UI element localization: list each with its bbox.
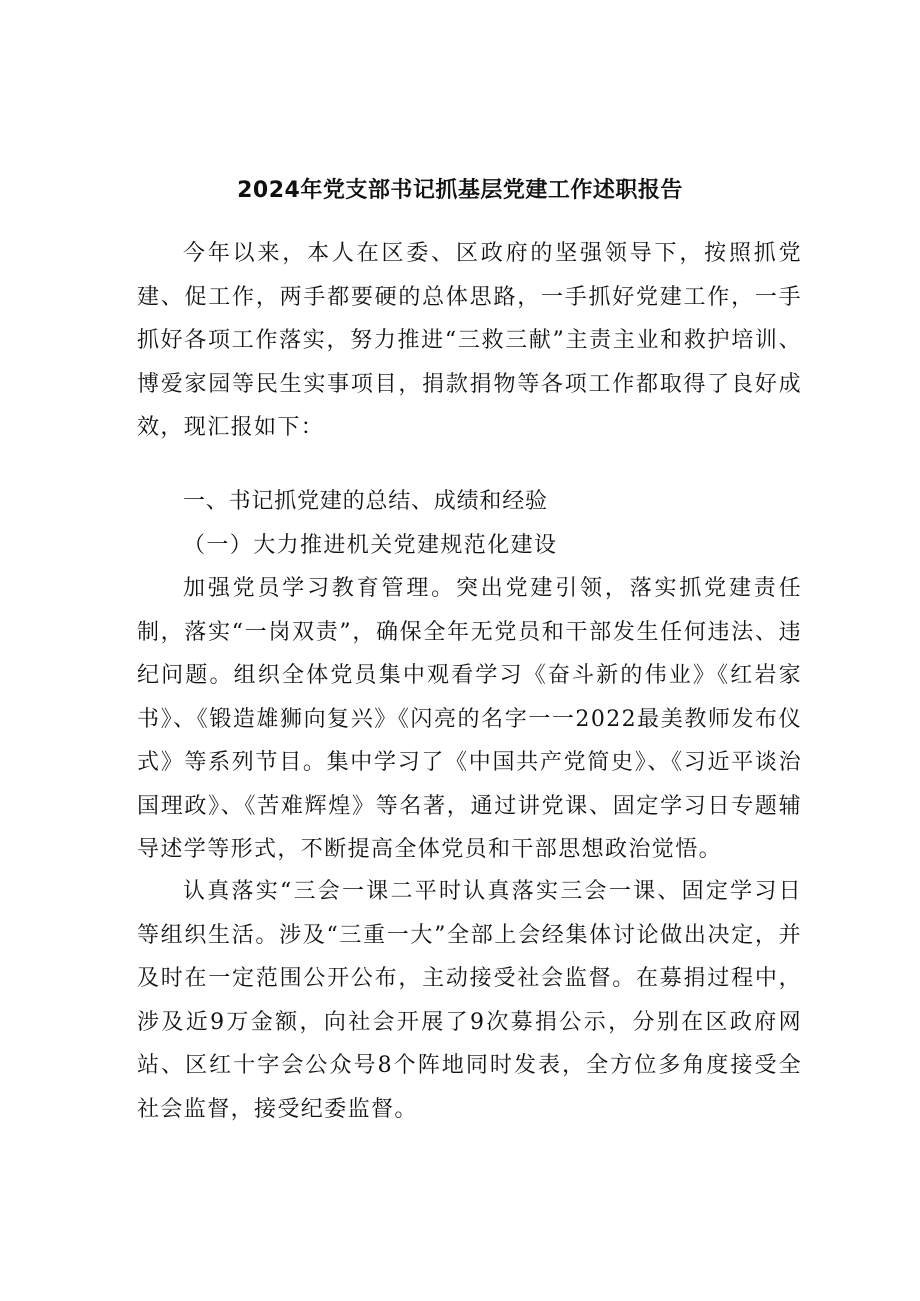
body-paragraph-study: 加强党员学习教育管理。突出党建引领，落实抓党建责任制，落实“一岗双责”，确保全年无党员和干部发生任何违法、违纪问题。组织全体党员集中观看学习《奋斗新的伟业》《红岩家书》、《锻造雄狮向复兴》《闪亮的名字一一2022最美教师发布仪式》等系列节目。集中学习了《中国共产党简史》、《习近平谈治国理政》、《苦难辉煌》等名著，通过讲党课、固定学习日专题辅导述学等形式，不断提高全体党员和干部思想政治觉悟。	[137, 576, 802, 862]
document-title: 2024年党支部书记抓基层党建工作述职报告	[237, 178, 683, 203]
intro-paragraph: 今年以来，本人在区委、区政府的坚强领导下，按照抓党建、促工作，两手都要硬的总体思路，一手抓好党建工作，一手抓好各项工作落实，努力推进“三救三献”主责主业和救护培训、博爱家园等民生实事项目，捐款捐物等各项工作都取得了良好成效，现汇报如下：	[137, 241, 802, 440]
body-paragraph-organization: 认真落实“三会一课二平时认真落实三会一课、固定学习日等组织生活。涉及“三重一大”全部上会经集体讨论做出决定，并及时在一定范围公开公布，主动接受社会监督。在募捐过程中，涉及近9万金额，向社会开展了9次募捐公示，分别在区政府网站、区红十字会公众号8个阵地同时发表，全方位多角度接受全社会监督，接受纪委监督。	[137, 879, 802, 1122]
section-heading: 一、书记抓党建的总结、成绩和经验	[183, 489, 548, 514]
subsection-heading: （一）大力推进机关党建规范化建设	[183, 533, 558, 558]
